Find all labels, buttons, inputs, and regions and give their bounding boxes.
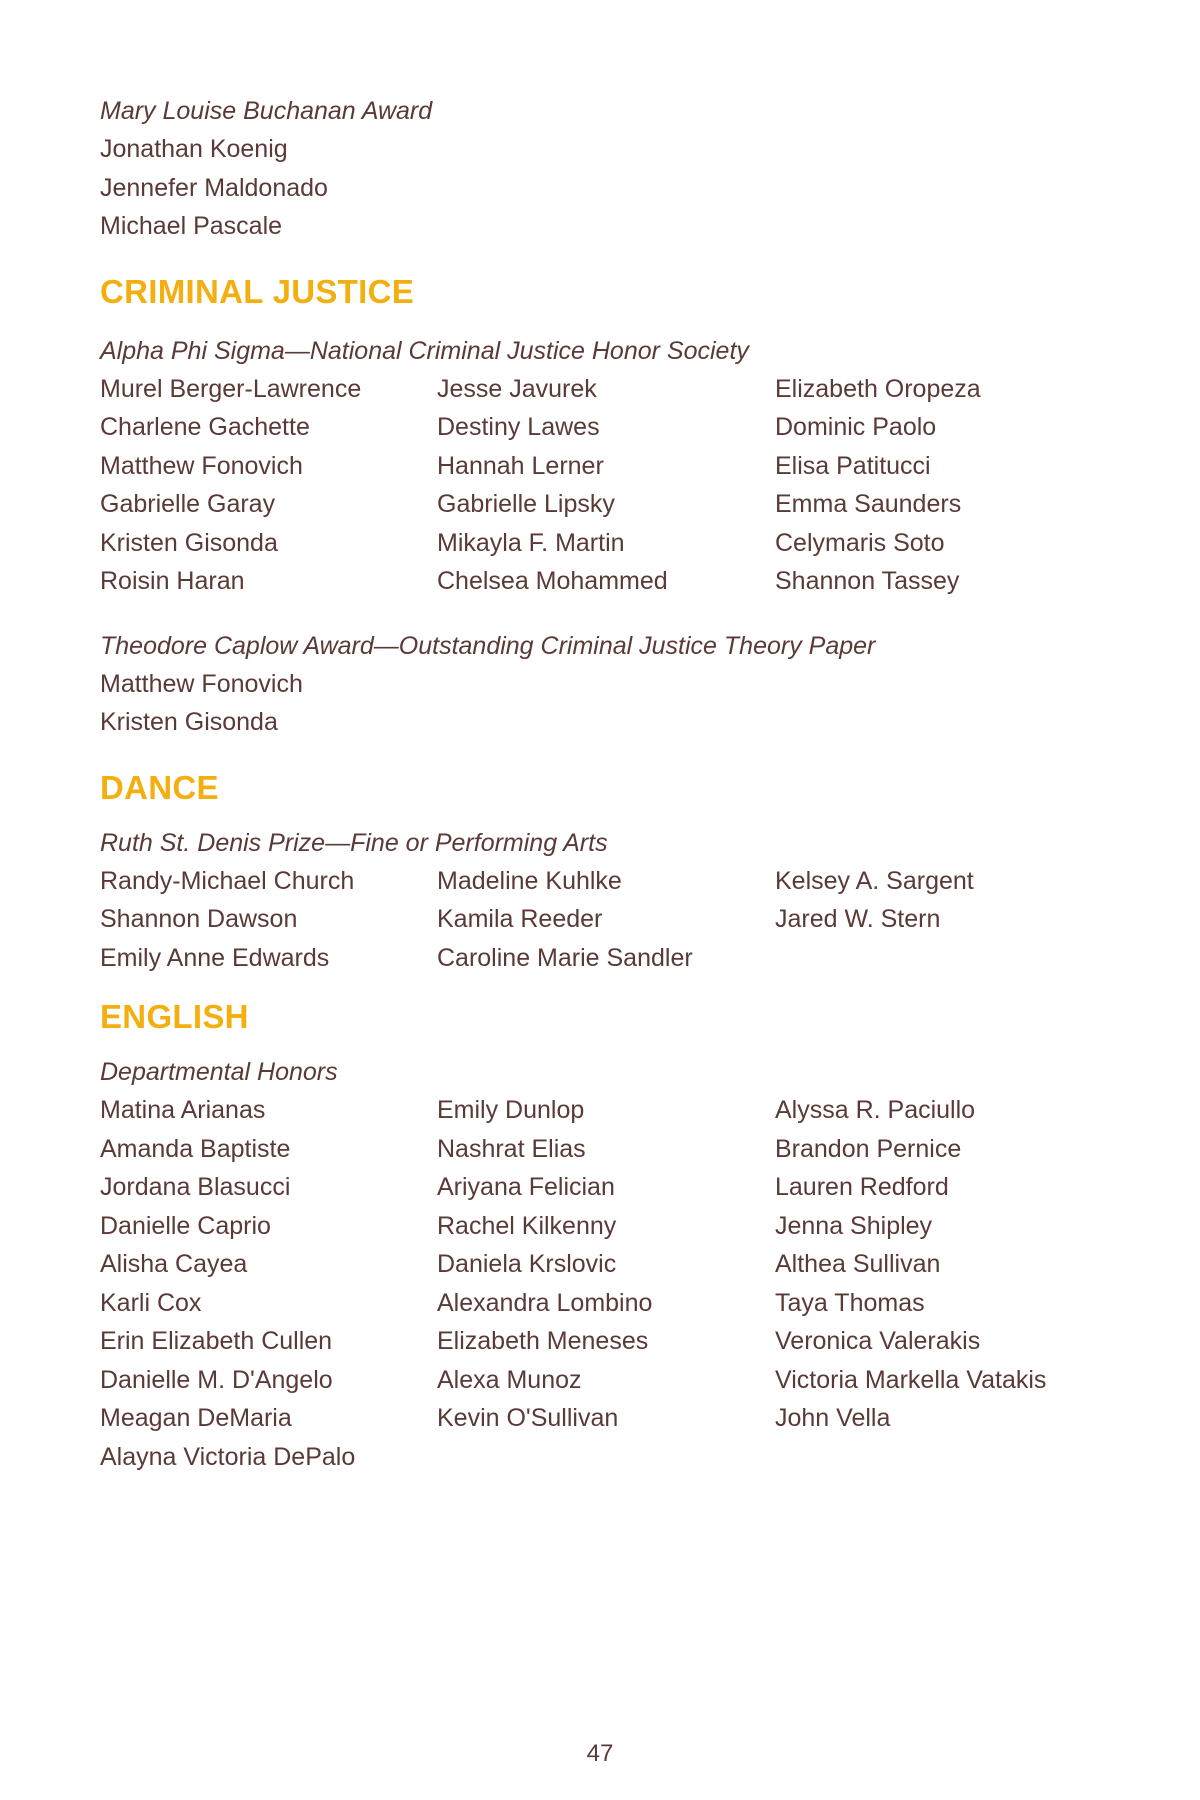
name-column-1 bbox=[100, 370, 437, 601]
name-column-1 bbox=[100, 1091, 437, 1476]
list-item: Hannah Lerner bbox=[437, 451, 604, 480]
list-item: Jared W. Stern bbox=[775, 905, 941, 933]
list-item: Ariyana Felician bbox=[437, 1173, 615, 1201]
page-content bbox=[100, 92, 1120, 1476]
name-columns bbox=[100, 370, 1120, 601]
award-title: Departmental Honors bbox=[100, 1058, 338, 1086]
list-item: Shannon Dawson bbox=[100, 905, 298, 933]
name-column-3 bbox=[775, 1091, 1120, 1476]
list-item: Alexandra Lombino bbox=[437, 1288, 653, 1317]
name-columns bbox=[100, 862, 1120, 978]
list-item: Emily Anne Edwards bbox=[100, 943, 330, 972]
list-item: Danielle Caprio bbox=[100, 1211, 271, 1240]
list-item: Matthew Fonovich bbox=[100, 451, 303, 480]
list-item: Alayna Victoria DePalo bbox=[100, 1442, 356, 1471]
criminal-justice-section bbox=[100, 272, 1120, 742]
list-item: Taya Thomas bbox=[775, 1288, 925, 1317]
list-item: Gabrielle Lipsky bbox=[437, 490, 615, 518]
list-item: Jesse Javurek bbox=[437, 374, 597, 403]
list-item: Kelsey A. Sargent bbox=[775, 866, 974, 895]
list-item: Veronica Valerakis bbox=[775, 1327, 981, 1355]
section-heading: DANCE bbox=[100, 768, 219, 806]
list-item: Kevin O'Sullivan bbox=[437, 1404, 619, 1432]
list-item: Jennefer Maldonado bbox=[100, 173, 328, 202]
name-column-2 bbox=[437, 862, 775, 978]
list-item: Madeline Kuhlke bbox=[437, 866, 622, 895]
name-column-2 bbox=[437, 370, 775, 601]
list-item: Dominic Paolo bbox=[775, 413, 937, 441]
list-item: Daniela Krslovic bbox=[437, 1250, 617, 1278]
list-item: Karli Cox bbox=[100, 1288, 202, 1317]
name-column-1 bbox=[100, 862, 437, 978]
english-section bbox=[100, 997, 1120, 1476]
list-item: Charlene Gachette bbox=[100, 413, 310, 441]
list-item: Erin Elizabeth Cullen bbox=[100, 1327, 333, 1355]
list-item: Alisha Cayea bbox=[100, 1250, 248, 1278]
name-list bbox=[100, 665, 1120, 742]
list-item: Matina Arianas bbox=[100, 1096, 266, 1124]
list-item: Elisa Patitucci bbox=[775, 451, 931, 480]
award-title: Alpha Phi Sigma—National Criminal Justice Honor Society bbox=[100, 336, 749, 365]
list-item: John Vella bbox=[775, 1404, 891, 1432]
list-item: Mikayla F. Martin bbox=[437, 528, 625, 557]
list-item: Michael Pascale bbox=[100, 212, 283, 240]
list-item: Gabrielle Garay bbox=[100, 490, 276, 518]
list-item: Caroline Marie Sandler bbox=[437, 943, 693, 972]
list-item: Lauren Redford bbox=[775, 1173, 949, 1201]
list-item: Jonathan Koenig bbox=[100, 135, 288, 163]
name-column-3 bbox=[775, 370, 1120, 601]
award-title: Mary Louise Buchanan Award bbox=[100, 97, 433, 125]
dance-section bbox=[100, 768, 1120, 978]
list-item: Alyssa R. Paciullo bbox=[775, 1096, 976, 1124]
list-item: Elizabeth Meneses bbox=[437, 1327, 649, 1355]
list-item: Amanda Baptiste bbox=[100, 1134, 291, 1163]
list-item: Kristen Gisonda bbox=[100, 708, 278, 736]
name-column-2 bbox=[437, 1091, 775, 1476]
list-item: Elizabeth Oropeza bbox=[775, 374, 981, 403]
list-item: Kamila Reeder bbox=[437, 905, 603, 933]
buchanan-award-section bbox=[100, 92, 1120, 246]
list-item: Victoria Markella Vatakis bbox=[775, 1365, 1047, 1394]
list-item: Murel Berger-Lawrence bbox=[100, 374, 362, 403]
list-item: Rachel Kilkenny bbox=[437, 1211, 617, 1240]
list-item: Destiny Lawes bbox=[437, 413, 600, 441]
list-item: Roisin Haran bbox=[100, 567, 245, 595]
name-columns bbox=[100, 1091, 1120, 1476]
list-item: Jenna Shipley bbox=[775, 1211, 933, 1240]
list-item: Matthew Fonovich bbox=[100, 669, 303, 698]
list-item: Celymaris Soto bbox=[775, 528, 945, 557]
page-number: 47 bbox=[586, 1740, 614, 1767]
list-item: Meagan DeMaria bbox=[100, 1404, 292, 1432]
list-item: Chelsea Mohammed bbox=[437, 567, 668, 595]
list-item: Jordana Blasucci bbox=[100, 1173, 291, 1201]
award-title: Ruth St. Denis Prize—Fine or Performing Arts bbox=[100, 828, 608, 857]
name-list bbox=[100, 130, 1120, 246]
list-item: Brandon Pernice bbox=[775, 1134, 962, 1163]
name-column-3 bbox=[775, 862, 1120, 978]
list-item: Emma Saunders bbox=[775, 490, 962, 518]
section-heading: CRIMINAL JUSTICE bbox=[100, 272, 415, 310]
list-item: Danielle M. D'Angelo bbox=[100, 1365, 333, 1394]
list-item: Kristen Gisonda bbox=[100, 528, 278, 557]
list-item: Alexa Munoz bbox=[437, 1365, 582, 1394]
section-heading: ENGLISH bbox=[100, 998, 249, 1035]
list-item: Althea Sullivan bbox=[775, 1250, 941, 1278]
list-item: Randy-Michael Church bbox=[100, 866, 355, 895]
list-item: Emily Dunlop bbox=[437, 1096, 585, 1124]
list-item: Shannon Tassey bbox=[775, 567, 960, 595]
list-item: Nashrat Elias bbox=[437, 1134, 586, 1163]
award-title: Theodore Caplow Award—Outstanding Criminal Justice Theory Paper bbox=[100, 631, 876, 660]
